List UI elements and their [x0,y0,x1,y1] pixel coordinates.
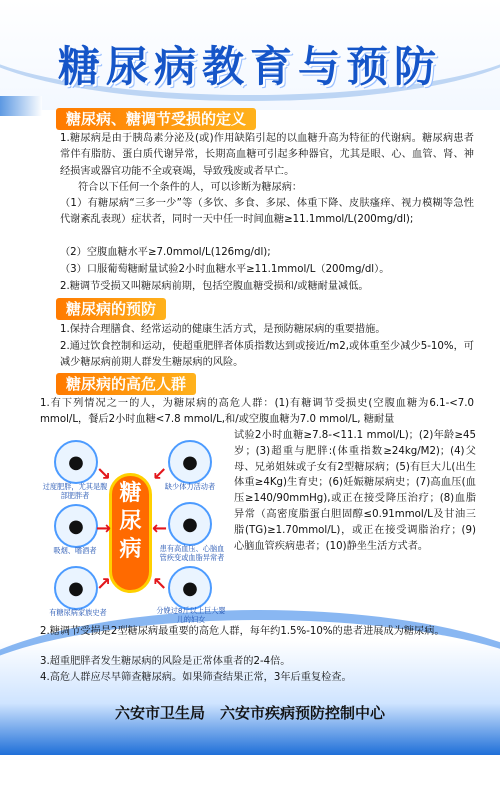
high-risk-diagram [40,432,225,624]
caption-family-history: 有糖尿病家族史者 [49,608,107,617]
high-risk-para3: 3.超重肥胖者发生糖尿病的风险是正常体重者的2-4倍。 [40,656,291,667]
high-risk-para1-top: 1.有下列情况之一的人，为糖尿病的高危人群：(1)有糖调节受损史(空腹血糖为6.1-<7.0 mmol/L，餐后2小时血糖<7.8 mmol/L,和/或空腹血糖为7.0 mmol/L, 糖耐量 [40,398,474,425]
caption-inactivity: 缺少体力活动者 [164,482,216,491]
section-heading-prevention: 糖尿病的预防 [56,298,166,320]
arrow-icon: ↖ [152,574,168,595]
sedentary-person-icon: ● [168,440,212,484]
condition-1: （1）有糖尿病“三多一少”等（多饮、多食、多尿、体重下降、皮肤瘙痒、视力模糊等急性代谢紊乱表现）症状者，同时一天中任一时间血糖≥11.1mmol/L(200mg/dl); [60,198,474,226]
baby-scale-icon: ● [168,566,212,610]
diabetes-center-label: 糖尿病 [109,473,152,593]
section-heading-definition: 糖尿病、糖调节受损的定义 [56,108,256,130]
obese-person-icon: ● [54,440,98,484]
family-icon: ● [54,566,98,610]
blood-pressure-icon: ● [168,502,212,546]
condition-2: （2）空腹血糖水平≥7.0mmol/L(126mg/dl); [60,247,271,258]
caption-hypertension: 患有高血压、心脑血管疾变或血脂异常者 [159,544,225,562]
arrow-icon: ↗ [96,574,112,595]
arrow-icon: ↘ [96,464,112,485]
footer-organizations: 六安市卫生局 六安市疾病预防控制中心 [114,704,385,722]
arrow-icon: → [96,518,112,539]
arrow-icon: ↙ [152,464,168,485]
smoking-drinking-icon: ● [54,504,98,548]
section-heading-high-risk: 糖尿病的高危人群 [56,373,196,395]
poster-title: 糖尿病教育与预防 [57,42,442,91]
caption-obesity: 过度肥胖，尤其是腹部肥胖者 [42,482,108,500]
high-risk-para1-right: 试验2小时血糖≥7.8-<11.1 mmol/L)；(2)年龄≥45岁；(3)超重与肥胖:(体重指数≥24kg/M2)；(4)父母、兄弟姐妹或子女有2型糖尿病；(5)有巨大儿(出生体重≥4Kg)生育史；(6)妊娠糖尿病史；(7)高血压(血压≥140/90mmHg),或正在接受降压治疗；(8)血脂异常（高密度脂蛋白胆固醇≤0.91mmol/L及甘油三脂(TG)≥1.70mmol/L)，或正在接受调脂治疗；(9)心脑血管疾病患者；(10)静坐生活方式者。 [234,430,476,552]
left-accent [0,96,42,116]
prevention-para2: 2.通过饮食控制和运动，使超重肥胖者体质指数达到或接近/m2,或体重至少减少5-10%，可减少糖尿病前期人群发生糖尿病的风险。 [60,341,474,369]
prevention-para1: 1.保持合理膳食、经常运动的健康生活方式，是预防糖尿病的重要措施。 [60,324,386,335]
high-risk-para2: 2.糖调节受损是2型糖尿病最重要的高危人群，每年约1.5%-10%的患者进展成为糖尿病。 [40,626,445,637]
caption-large-baby: 分娩过8斤以上巨大婴儿的妇女 [156,606,226,624]
high-risk-para4: 4.高危人群应尽早筛查糖尿病。如果筛查结果正常，3年后重复检查。 [40,672,352,683]
condition-3: （3）口服葡萄糖耐量试验2小时血糖水平≥11.1mmol/L（200mg/dl）。 [60,264,390,275]
definition-para1: 1.糖尿病是由于胰岛素分泌及(或)作用缺陷引起的以血糖升高为特征的代谢病。糖尿病患者常伴有脂肪、蛋白质代谢异常，长期高血糖可引起多种器官，尤其是眼、心、血管、肾、神经损害或器官功能不全或衰竭，导致残废或者早亡。 [60,133,474,177]
caption-smoking: 吸烟、嗜酒者 [53,546,97,555]
definition-para2: 符合以下任何一个条件的人，可以诊断为糖尿病： [78,182,303,193]
arrow-icon: ← [152,518,168,539]
definition-para3: 2.糖调节受损又叫糖尿病前期，包括空腹血糖受损和/或糖耐量减低。 [60,281,369,292]
